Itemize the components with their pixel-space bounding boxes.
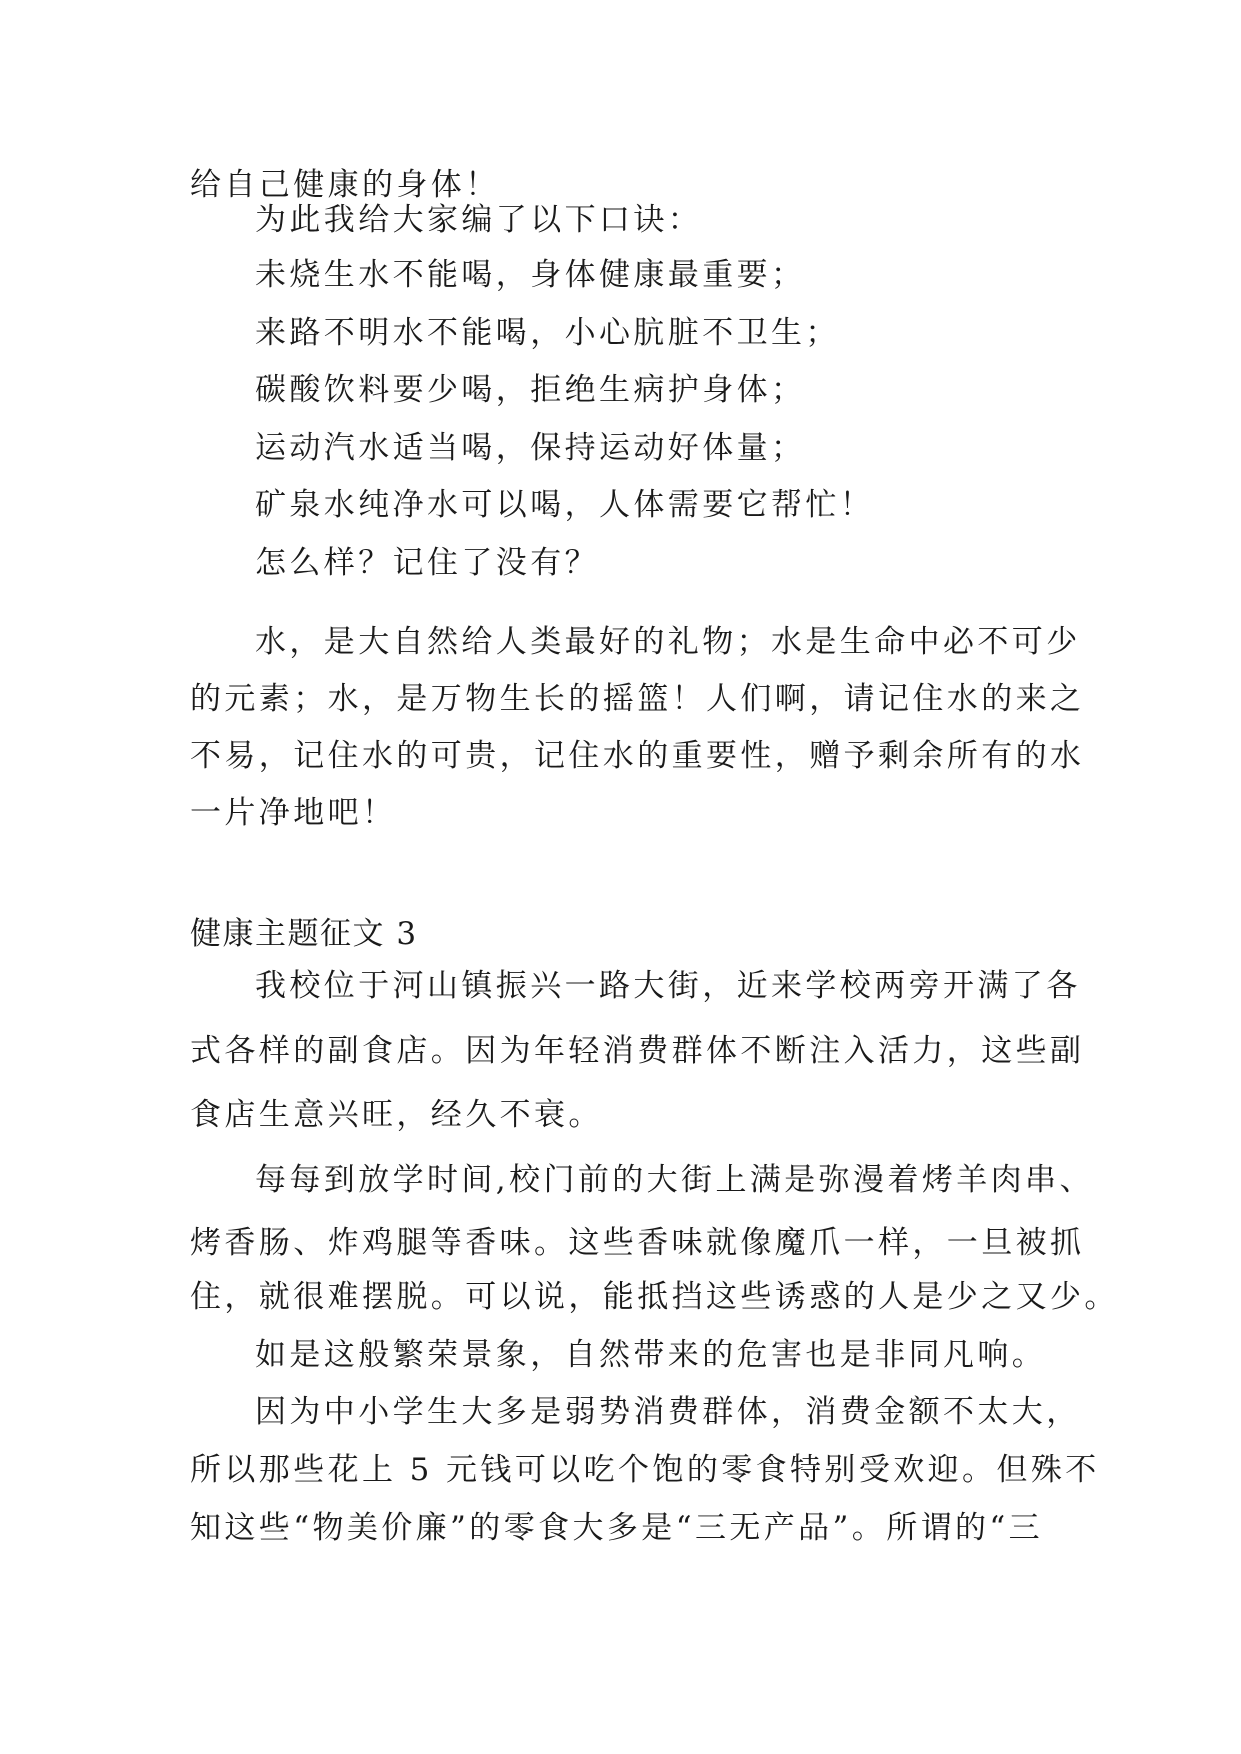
paragraph-line: 烤香肠、炸鸡腿等香味。这些香味就像魔爪一样，一旦被抓 — [190, 1225, 1085, 1261]
paragraph-line: 知这些“物美价廉”的零食大多是“三无产品”。所谓的“三 — [190, 1510, 1044, 1546]
paragraph-line: 所以那些花上 5 元钱可以吃个饱的零食特别受欢迎。但殊不 — [190, 1452, 1100, 1488]
paragraph-line: 如是这般繁荣景象，自然带来的危害也是非同凡响。 — [255, 1337, 1047, 1373]
paragraph-line: 住，就很难摆脱。可以说，能抵挡这些诱惑的人是少之又少。 — [190, 1279, 1119, 1315]
verse-line: 矿泉水纯净水可以喝，人体需要它帮忙！ — [255, 487, 875, 523]
paragraph-line: 式各样的副食店。因为年轻消费群体不断注入活力，这些副 — [190, 1033, 1085, 1069]
paragraph-line: 一片净地吧！ — [190, 795, 397, 831]
paragraph-line: 的元素；水，是万物生长的摇篮！人们啊，请记住水的来之 — [190, 681, 1085, 717]
verse-line: 未烧生水不能喝，身体健康最重要； — [255, 257, 806, 293]
paragraph-line: 我校位于河山镇振兴一路大街，近来学校两旁开满了各 — [255, 968, 1081, 1004]
section-heading: 健康主题征文 3 — [190, 916, 418, 952]
verse-line: 碳酸饮料要少喝，拒绝生病护身体； — [255, 372, 806, 408]
verse-line: 运动汽水适当喝，保持运动好体量； — [255, 430, 806, 466]
paragraph-line: 为此我给大家编了以下口诀： — [255, 202, 703, 238]
paragraph-line: 不易，记住水的可贵，记住水的重要性，赠予剩余所有的水 — [190, 738, 1085, 774]
paragraph-line: 怎么样？记住了没有？ — [255, 545, 599, 581]
verse-line: 来路不明水不能喝，小心肮脏不卫生； — [255, 315, 840, 351]
paragraph-line: 因为中小学生大多是弱势消费群体，消费金额不太大， — [255, 1394, 1081, 1430]
paragraph-line: 每每到放学时间,校门前的大街上满是弥漫着烤羊肉串、 — [255, 1162, 1094, 1198]
paragraph-line: 水，是大自然给人类最好的礼物；水是生命中必不可少 — [255, 624, 1081, 660]
paragraph-line: 食店生意兴旺，经久不衰。 — [190, 1097, 603, 1133]
paragraph-line: 给自己健康的身体！ — [190, 167, 500, 203]
